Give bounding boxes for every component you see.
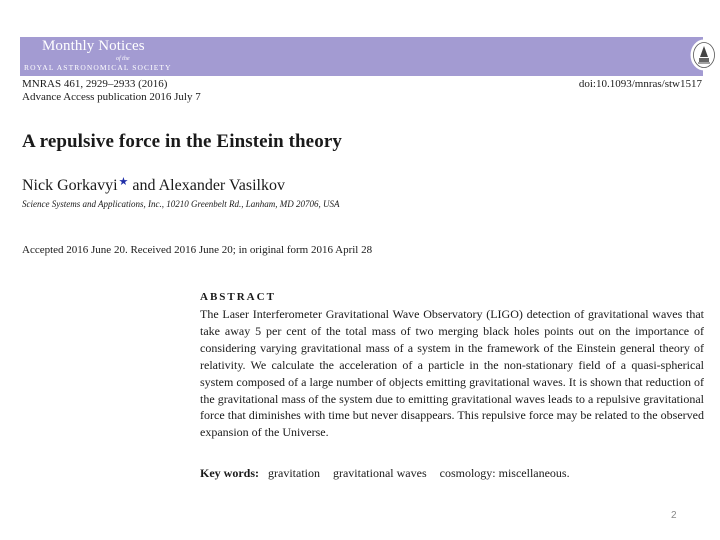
corresponding-author-star-icon[interactable]: ★	[118, 176, 129, 188]
keyword: gravitation	[268, 466, 320, 480]
doi[interactable]: doi:10.1093/mnras/stw1517	[578, 78, 702, 90]
author-vasilkov[interactable]: Alexander Vasilkov	[158, 177, 285, 194]
author-gorkavyi[interactable]: Nick Gorkavyi	[22, 177, 118, 194]
abstract-text: The Laser Interferometer Gravitational Wave Observatory (LIGO) detection of gravitational waves that take away 5 per cent of the total mass of two merging black holes points out on the importance of considering varying gravitational mass of a system in the framework of the Einstein general theory of relativity. We calculate the acceleration of a particle in the non-stationary field of a quasi-spherical system composed of a large number of objects emitting gravitational waves. It is shown that reduction of the gravitational mass of the system due to emitting gravitational waves leads to a repulsive gravitational force that diminishes with time but never disappears. This repulsive force may be related to the observed expansion of the Universe.	[200, 307, 704, 440]
author-connector: and	[128, 177, 159, 194]
authors	[22, 175, 285, 195]
affiliation: Science Systems and Applications, Inc., 10210 Greenbelt Rd., Lanham, MD 20706, USA	[22, 199, 340, 209]
advance-access: Advance Access publication 2016 July 7	[22, 91, 201, 103]
citation: MNRAS 461, 2929–2933 (2016)	[22, 78, 168, 90]
abstract-heading: ABSTRACT	[200, 291, 276, 303]
paper-title: A repulsive force in the Einstein theory	[22, 131, 342, 152]
journal-banner	[20, 37, 703, 76]
keywords	[200, 466, 580, 481]
keywords-label: Key words:	[200, 466, 259, 480]
publication-dates: Accepted 2016 June 20. Received 2016 June 20; in original form 2016 April 28	[22, 244, 373, 256]
society-name: ROYAL ASTRONOMICAL SOCIETY	[24, 63, 172, 72]
keyword: cosmology: miscellaneous.	[439, 466, 570, 480]
page-number: 2	[671, 510, 677, 521]
journal-name-of: of the	[116, 56, 130, 62]
keyword: gravitational waves	[332, 466, 427, 480]
society-seal-icon	[689, 39, 719, 71]
journal-name: Monthly Notices	[42, 38, 145, 54]
citation-block	[22, 78, 201, 104]
